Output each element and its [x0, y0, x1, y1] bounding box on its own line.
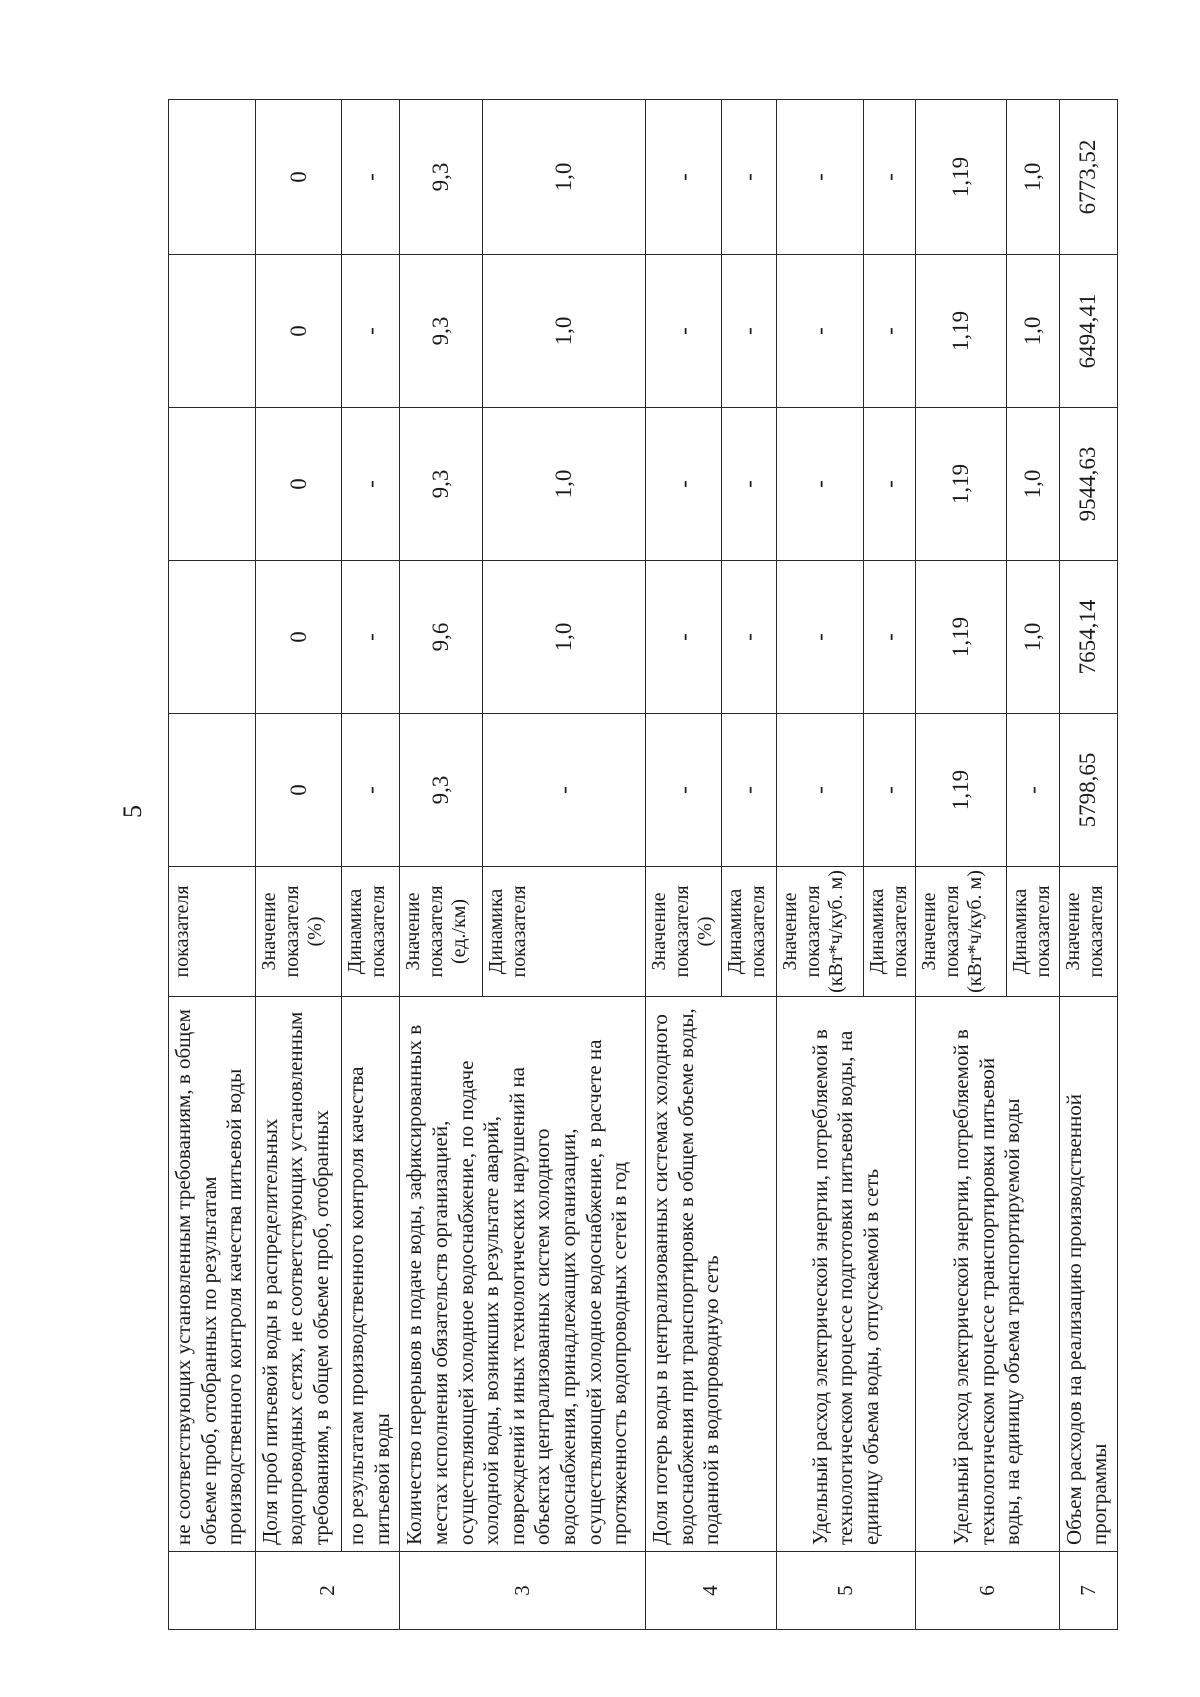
value-cell: 1,0 [482, 255, 645, 408]
indicator-label: Динамика показателя [722, 867, 777, 997]
indicator-label: Значение показателя (%) [646, 867, 722, 997]
value-cell: 1,0 [482, 408, 645, 561]
table-row-5-value [777, 100, 864, 1630]
indicator-label: Значение показателя [1059, 867, 1117, 997]
indicator-name: Удельный расход электрической энергии, потребляемой в технологическом процессе подготовки питьевой воды, на единицу объема воды, отпускаемой в сеть [777, 997, 916, 1552]
value-cell: - [482, 714, 645, 867]
value-cell: - [777, 100, 864, 255]
table-row-6-value [916, 100, 1007, 1630]
value-cell: - [342, 408, 400, 561]
row-number-cell: 6 [916, 1552, 1059, 1630]
value-cell: - [646, 255, 722, 408]
indicator-label: Значение показателя (ед./км) [400, 867, 483, 997]
value-cell: - [863, 714, 916, 867]
indicator-label: Значение показателя (кВт*ч/куб. м) [777, 867, 864, 997]
value-cell: 0 [255, 255, 342, 408]
value-cell: - [722, 408, 777, 561]
row-number-cell: 5 [777, 1552, 916, 1630]
value-cell: 1,0 [1007, 100, 1060, 255]
value-cell: 9,3 [400, 714, 483, 867]
value-cell: 1,19 [916, 255, 1007, 408]
table-row-2-dynamics [342, 100, 400, 1630]
row-number-cell: 2 [255, 1552, 400, 1630]
indicator-name: Объем расходов на реализацию производственной программы [1059, 997, 1117, 1552]
indicator-name: Доля потерь воды в централизованных системах холодного водоснабжения при транспортировке в общем объеме воды, поданной в водопроводную сеть [646, 997, 777, 1552]
value-cell: 5798,65 [1059, 714, 1117, 867]
value-cell: - [646, 100, 722, 255]
rotated-table-wrapper [168, 100, 1118, 1630]
indicator-label: Значение показателя (%) [255, 867, 342, 997]
value-cell: - [342, 714, 400, 867]
indicator-name: Удельный расход электрической энергии, потребляемой в технологическом процессе транспортировки питьевой воды, на единицу объема транспортируемой воды [916, 997, 1059, 1552]
table-row-4-value [646, 100, 722, 1630]
value-cell: - [863, 255, 916, 408]
table-row-continuation [169, 100, 256, 1630]
indicator-label: Значение показателя (кВт*ч/куб. м) [916, 867, 1007, 997]
value-cell: 7654,14 [1059, 561, 1117, 714]
indicator-label: Динамика показателя [1007, 867, 1060, 997]
value-cell: 9,3 [400, 408, 483, 561]
value-cell: 9,3 [400, 100, 483, 255]
value-cell: 1,0 [1007, 408, 1060, 561]
indicator-label: показателя [169, 867, 256, 997]
table-row-2-value [255, 100, 342, 1630]
row-number-cell: 4 [646, 1552, 777, 1630]
value-cell: - [777, 714, 864, 867]
value-cell [169, 255, 256, 408]
value-cell: - [646, 714, 722, 867]
value-cell: 0 [255, 100, 342, 255]
value-cell: - [722, 714, 777, 867]
row-number-cell [169, 1552, 256, 1630]
value-cell: - [863, 408, 916, 561]
value-cell: 1,0 [482, 561, 645, 714]
value-cell: - [777, 561, 864, 714]
value-cell [169, 561, 256, 714]
value-cell: 0 [255, 714, 342, 867]
indicators-table [168, 99, 1118, 1630]
value-cell: 9544,63 [1059, 408, 1117, 561]
value-cell [169, 714, 256, 867]
value-cell: 9,6 [400, 561, 483, 714]
value-cell: - [646, 408, 722, 561]
value-cell: 1,19 [916, 561, 1007, 714]
table-row-7 [1059, 100, 1117, 1630]
value-cell: - [777, 408, 864, 561]
value-cell: 0 [255, 561, 342, 714]
value-cell: 1,19 [916, 100, 1007, 255]
page-number: 5 [118, 805, 147, 818]
value-cell: - [777, 255, 864, 408]
value-cell: - [722, 561, 777, 714]
value-cell: - [722, 255, 777, 408]
value-cell: 6773,52 [1059, 100, 1117, 255]
value-cell: - [863, 561, 916, 714]
value-cell [169, 100, 256, 255]
row-number-cell: 7 [1059, 1552, 1117, 1630]
value-cell: 0 [255, 408, 342, 561]
value-cell: - [722, 100, 777, 255]
indicator-name: не соответствующих установленным требованиям, в общем объеме проб, отобранных по результатам производственного контроля качества питьевой воды [169, 997, 256, 1552]
value-cell: - [863, 100, 916, 255]
row-number-cell: 3 [400, 1552, 646, 1630]
indicator-name: Количество перерывов в подаче воды, зафиксированных в местах исполнения обязательств организацией, осуществляющей холодное водоснабжение, по подаче холодной воды, возникших в результате аварий, повреждений и иных технологических нарушений на объектах централизованных систем холодного водоснабжения, принадлежащих организации, осуществляющей холодное водоснабжение, в расчете на протяженность водопроводных сетей в год [400, 997, 646, 1552]
value-cell: - [646, 561, 722, 714]
table-row-3-value [400, 100, 483, 1630]
value-cell: 1,19 [916, 714, 1007, 867]
value-cell [169, 408, 256, 561]
value-cell: - [342, 100, 400, 255]
value-cell: - [342, 255, 400, 408]
value-cell: 1,0 [1007, 561, 1060, 714]
value-cell: 1,0 [1007, 255, 1060, 408]
value-cell: 6494,41 [1059, 255, 1117, 408]
indicator-label: Динамика показателя [342, 867, 400, 997]
value-cell: - [342, 561, 400, 714]
indicator-name: по результатам производственного контроля качества питьевой воды [342, 997, 400, 1552]
indicator-label: Динамика показателя [863, 867, 916, 997]
indicator-name: Доля проб питьевой воды в распределительных водопроводных сетях, не соответствующих установленным требованиям, в общем объеме проб, отобранных [255, 997, 342, 1552]
value-cell: 9,3 [400, 255, 483, 408]
value-cell: 1,0 [482, 100, 645, 255]
value-cell: 1,19 [916, 408, 1007, 561]
value-cell: - [1007, 714, 1060, 867]
indicator-label: Динамика показателя [482, 867, 645, 997]
